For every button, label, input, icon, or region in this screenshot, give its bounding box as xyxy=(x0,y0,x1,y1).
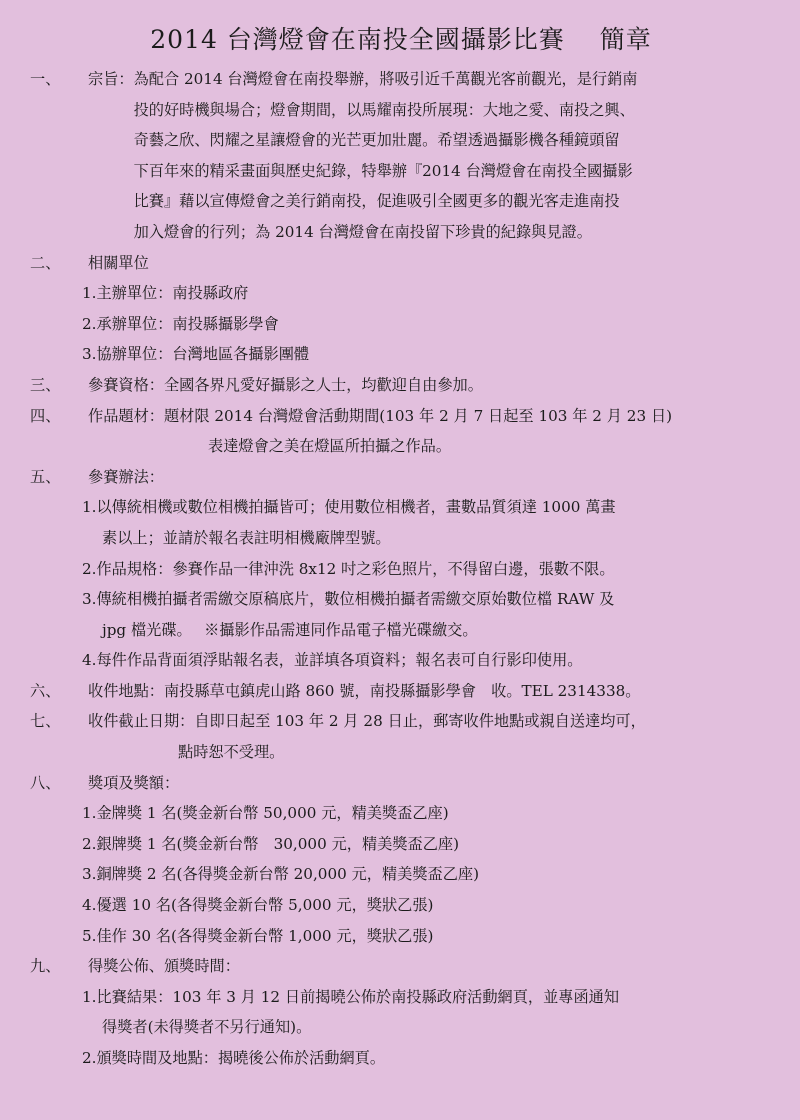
section-continuation: 表達燈會之美在燈區所拍攝之作品。 xyxy=(208,437,451,456)
body-line: 加入燈會的行列；為 2014 台灣燈會在南投留下珍貴的紀錄與見證。 xyxy=(133,222,592,241)
body-line: 投的好時機與場合；燈會期間，以馬耀南投所展現：大地之愛、南投之興、 xyxy=(133,100,635,119)
section-label: 參賽辦法： xyxy=(88,467,164,486)
list-item: 2.頒獎時間及地點：揭曉後公佈於活動網頁。 xyxy=(82,1049,386,1067)
section-continuation: 點時恕不受理。 xyxy=(178,743,285,762)
section-number: 八、 xyxy=(30,773,61,792)
list-item: 4.每件作品背面須浮貼報名表，並詳填各項資料；報名表可自行影印使用。 xyxy=(82,651,583,670)
list-item: 5.佳作 30 名(各得獎金新台幣 1,000 元，獎狀乙張) xyxy=(82,926,434,945)
section-text: 參賽資格：全國各界凡愛好攝影之人士，均歡迎自由參加。 xyxy=(88,375,483,394)
list-item: 1.比賽結果：103 年 3 月 12 日前揭曉公佈於南投縣政府活動網頁，並專函通知 xyxy=(82,987,620,1006)
section-label: 獎項及獎額： xyxy=(88,773,180,792)
section-purpose xyxy=(30,64,772,248)
section-text: 收件截止日期：自即日起至 103 年 2 月 28 日止，郵寄收件地點或親自送達均可， xyxy=(88,712,646,731)
section-text: 作品題材：題材限 2014 台灣燈會活動期間(103 年 2 月 7 日起至 103 年 2 月 23 日) xyxy=(88,406,673,425)
list-item: 2.銀牌獎 1 名(獎金新台幣 30,000 元，精美獎盃乙座) xyxy=(82,834,460,853)
list-item-continuation: jpg 檔光碟。 ※攝影作品需連同作品電子檔光碟繳交。 xyxy=(102,620,478,639)
list-item: 3.傳統相機拍攝者需繳交原稿底片，數位相機拍攝者需繳交原始數位檔 RAW 及 xyxy=(82,590,615,609)
section-subject xyxy=(30,401,772,432)
list-item: 4.優選 10 名(各得獎金新台幣 5,000 元，獎狀乙張) xyxy=(82,896,434,915)
list-item: 2.承辦單位：南投縣攝影學會 xyxy=(82,314,279,333)
section-awards xyxy=(30,768,772,799)
section-number: 二、 xyxy=(30,253,61,272)
section-body xyxy=(134,64,772,248)
section-eligibility xyxy=(30,370,772,401)
body-line: 為配合 2014 台灣燈會在南投舉辦，將吸引近千萬觀光客前觀光，是行銷南 xyxy=(133,70,638,88)
section-number: 三、 xyxy=(30,375,61,394)
list-item: 3.銅牌獎 2 名(各得獎金新台幣 20,000 元，精美獎盃乙座) xyxy=(82,865,480,884)
section-address xyxy=(30,676,772,707)
section-number: 四、 xyxy=(30,406,61,425)
section-text: 收件地點：南投縣草屯鎮虎山路 860 號，南投縣攝影學會 收。TEL 2314338。 xyxy=(88,681,641,700)
section-label: 宗旨： xyxy=(88,70,134,88)
section-units xyxy=(30,248,772,279)
section-number: 七、 xyxy=(30,712,61,731)
section-announcement xyxy=(30,951,772,982)
list-item: 3.協辦單位：台灣地區各攝影團體 xyxy=(82,345,310,364)
section-number: 一、 xyxy=(30,70,61,88)
list-item-continuation: 得獎者(未得獎者不另行通知)。 xyxy=(102,1018,312,1037)
section-number: 九、 xyxy=(30,957,61,976)
list-item: 1.金牌獎 1 名(獎金新台幣 50,000 元，精美獎盃乙座) xyxy=(82,804,449,823)
section-number: 六、 xyxy=(30,681,61,700)
section-rules xyxy=(30,462,772,493)
section-number: 五、 xyxy=(30,467,61,486)
section-label: 得獎公佈、頒獎時間： xyxy=(88,957,240,976)
section-label: 相關單位 xyxy=(88,253,149,272)
list-item: 2.作品規格：參賽作品一律沖洗 8x12 吋之彩色照片，不得留白邊，張數不限。 xyxy=(82,559,615,578)
body-line: 比賽』藉以宣傳燈會之美行銷南投，促進吸引全國更多的觀光客走進南投 xyxy=(133,192,620,211)
body-line: 下百年來的精采畫面與歷史紀錄，特舉辦『2014 台灣燈會在南投全國攝影 xyxy=(133,161,633,180)
list-item-continuation: 素以上；並請於報名表註明相機廠牌型號。 xyxy=(102,528,391,547)
list-item: 1.以傳統相機或數位相機拍攝皆可；使用數位相機者，畫數品質須達 1000 萬畫 xyxy=(82,498,616,517)
body-line: 奇藝之欣、閃耀之星讓燈會的光芒更加壯麗。希望透過攝影機各種鏡頭留 xyxy=(133,131,620,150)
section-deadline xyxy=(30,706,772,737)
list-item: 1.主辦單位：南投縣政府 xyxy=(82,284,249,303)
document-title: 2014 台灣燈會在南投全國攝影比賽 簡章 xyxy=(150,25,652,54)
